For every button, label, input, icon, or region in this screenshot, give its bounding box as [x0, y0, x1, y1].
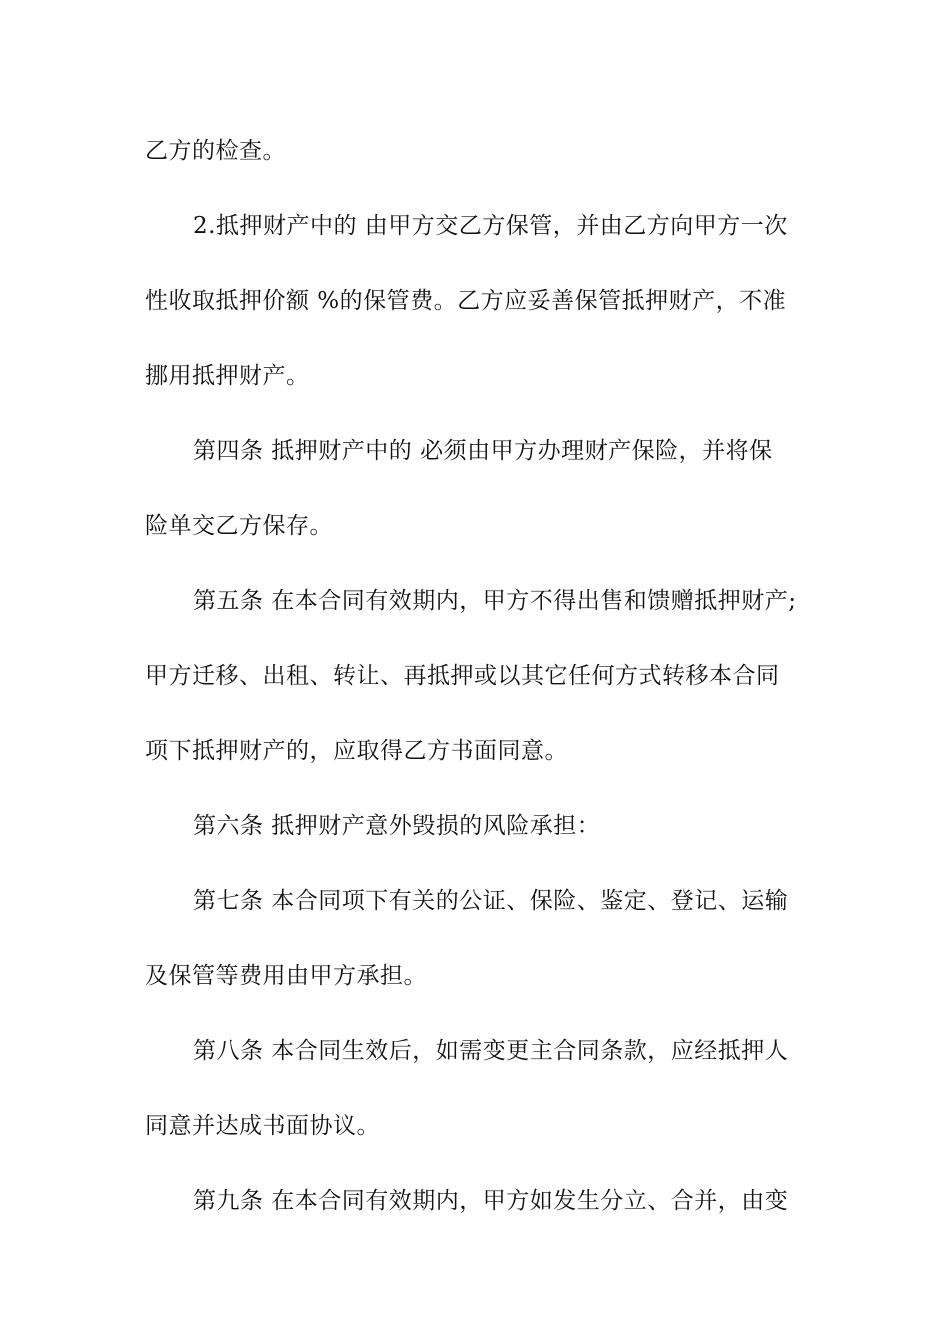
clause-paragraph-start: 2.抵押财产中的 由甲方交乙方保管，并由乙方向甲方一次 [193, 213, 788, 239]
clause-8-paragraph-start: 第八条 本合同生效后，如需变更主合同条款，应经抵押人 [193, 1038, 789, 1064]
text-line: 乙方的检查。 [145, 138, 286, 164]
text-line: 性收取抵押价额 %的保管费。乙方应妥善保管抵押财产，不准 [145, 288, 787, 314]
clause-5-paragraph-start: 第五条 在本合同有效期内，甲方不得出售和馈赠抵押财产; [193, 588, 797, 614]
clause-6-paragraph: 第六条 抵押财产意外毁损的风险承担： [193, 813, 601, 839]
clause-9-paragraph-start: 第九条 在本合同有效期内，甲方如发生分立、合并，由变 [193, 1188, 789, 1214]
text-line: 及保管等费用由甲方承担。 [145, 963, 427, 989]
text-line: 同意并达成书面协议。 [145, 1113, 380, 1139]
text-line: 挪用抵押财产。 [145, 363, 310, 389]
clause-4-paragraph-start: 第四条 抵押财产中的 必须由甲方办理财产保险，并将保 [193, 438, 773, 464]
text-line: 甲方迁移、出租、转让、再抵押或以其它任何方式转移本合同 [145, 663, 780, 689]
clause-7-paragraph-start: 第七条 本合同项下有关的公证、保险、鉴定、登记、运输 [193, 888, 789, 914]
text-line: 项下抵押财产的，应取得乙方书面同意。 [145, 738, 568, 764]
text-line: 险单交乙方保存。 [145, 513, 333, 539]
